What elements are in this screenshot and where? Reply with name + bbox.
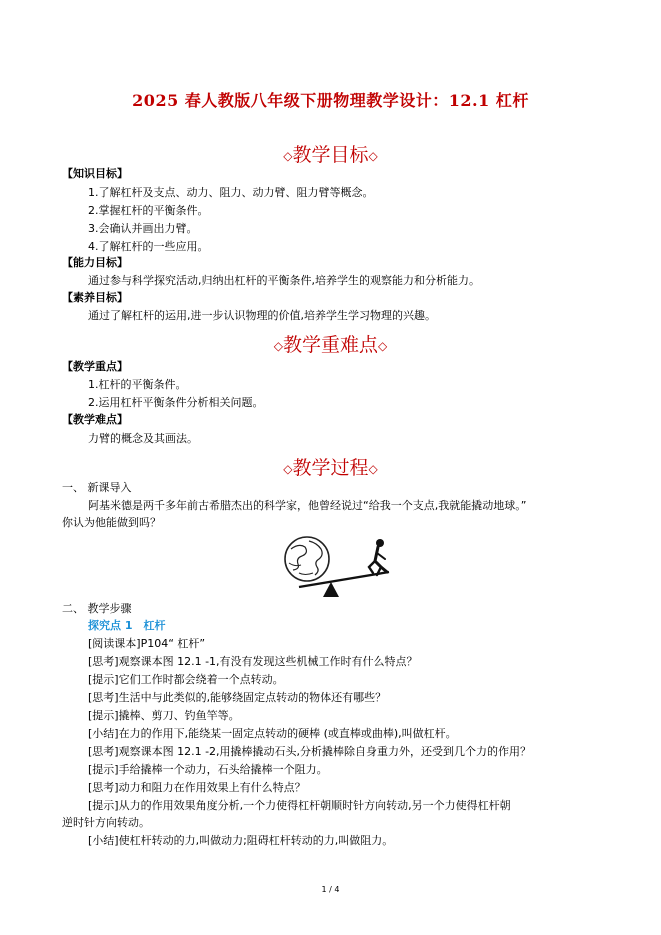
step-line: [思考]动力和阻力在作用效果上有什么特点？ xyxy=(88,781,306,794)
literacy-goals-text: 通过了解杠杆的运用,进一步认识物理的价值,培养学生学习物理的兴趣。 xyxy=(88,309,436,322)
diamond-icon: ◇ xyxy=(273,339,283,353)
step-line: [思考]观察课本图 12.1 -2,用撬棒撬动石头,分析撬棒除自身重力外，还受到几个力的作用？ xyxy=(88,745,532,758)
step-line: [提示]撬棒、剪刀、钓鱼竿等。 xyxy=(88,709,240,722)
person-icon xyxy=(369,539,387,575)
step-line: [提示]手给撬棒一个动力，石头给撬棒一个阻力。 xyxy=(88,763,328,776)
difficult-points-text: 力臂的概念及其画法。 xyxy=(88,432,198,445)
step-line: [提示]从力的作用效果角度分析,一个力使得杠杆朝顺时针方向转动,另一个力使得杠杆朝 xyxy=(88,799,511,812)
knowledge-item: 2.掌握杠杆的平衡条件。 xyxy=(88,204,209,217)
key-point-item: 1.杠杆的平衡条件。 xyxy=(88,378,187,391)
earth-globe-icon xyxy=(285,537,329,581)
step-line: [阅读课本]P104“ 杠杆” xyxy=(88,637,206,650)
intro-paragraph: 阿基米德是两千多年前古希腊杰出的科学家，他曾经说过“给我一个支点,我就能撬动地球。” xyxy=(88,499,527,512)
fulcrum-icon xyxy=(323,582,339,597)
step-line: [小结]在力的作用下,能绕某一固定点转动的硬棒 (或直棒或曲棒),叫做杠杆。 xyxy=(88,727,457,740)
section-heading-goals: ◇教学目标◇ xyxy=(283,144,378,166)
document-title: 2025 春人教版八年级下册物理教学设计：12.1 杠杆 xyxy=(132,91,529,110)
difficult-points-label: 【教学难点】 xyxy=(62,413,128,426)
key-points-label: 【教学重点】 xyxy=(62,360,128,373)
ability-goals-text: 通过参与科学探究活动,归纳出杠杆的平衡条件,培养学生的观察能力和分析能力。 xyxy=(88,274,480,287)
step-line: [思考]观察课本图 12.1 -1,有没有发现这些机械工作时有什么特点？ xyxy=(88,655,418,668)
steps-heading: 二、 教学步骤 xyxy=(62,602,132,615)
diamond-icon: ◇ xyxy=(368,149,378,163)
step-line: [思考]生活中与此类似的,能够绕固定点转动的物体还有哪些？ xyxy=(88,691,387,704)
explore-point-label: 探究点 1 杠杆 xyxy=(88,619,166,632)
ability-goals-label: 【能力目标】 xyxy=(62,256,128,269)
literacy-goals-label: 【素养目标】 xyxy=(62,291,128,304)
diamond-icon: ◇ xyxy=(378,339,388,353)
diamond-icon: ◇ xyxy=(283,149,293,163)
page-number: 1 / 4 xyxy=(321,885,340,894)
step-line: [提示]它们工作时都会绕着一个点转动。 xyxy=(88,673,284,686)
section-heading-process: ◇教学过程◇ xyxy=(283,457,378,479)
diamond-icon: ◇ xyxy=(283,462,293,476)
step-line: [小结]使杠杆转动的力,叫做动力;阻碍杠杆转动的力,叫做阻力。 xyxy=(88,834,394,847)
knowledge-item: 1.了解杠杆及支点、动力、阻力、动力臂、阻力臂等概念。 xyxy=(88,186,374,199)
knowledge-item: 3.会确认并画出力臂。 xyxy=(88,222,198,235)
intro-heading: 一、 新课导入 xyxy=(62,481,132,494)
section-heading-keypoints: ◇教学重难点◇ xyxy=(273,334,388,356)
step-line-continued: 逆时针方向转动。 xyxy=(62,816,150,829)
archimedes-lever-illustration xyxy=(277,527,403,605)
diamond-icon: ◇ xyxy=(368,462,378,476)
knowledge-goals-label: 【知识目标】 xyxy=(62,167,128,180)
knowledge-item: 4.了解杠杆的一些应用。 xyxy=(88,240,209,253)
key-point-item: 2.运用杠杆平衡条件分析相关问题。 xyxy=(88,396,264,409)
intro-paragraph-continued: 你认为他能做到吗？ xyxy=(62,516,161,529)
